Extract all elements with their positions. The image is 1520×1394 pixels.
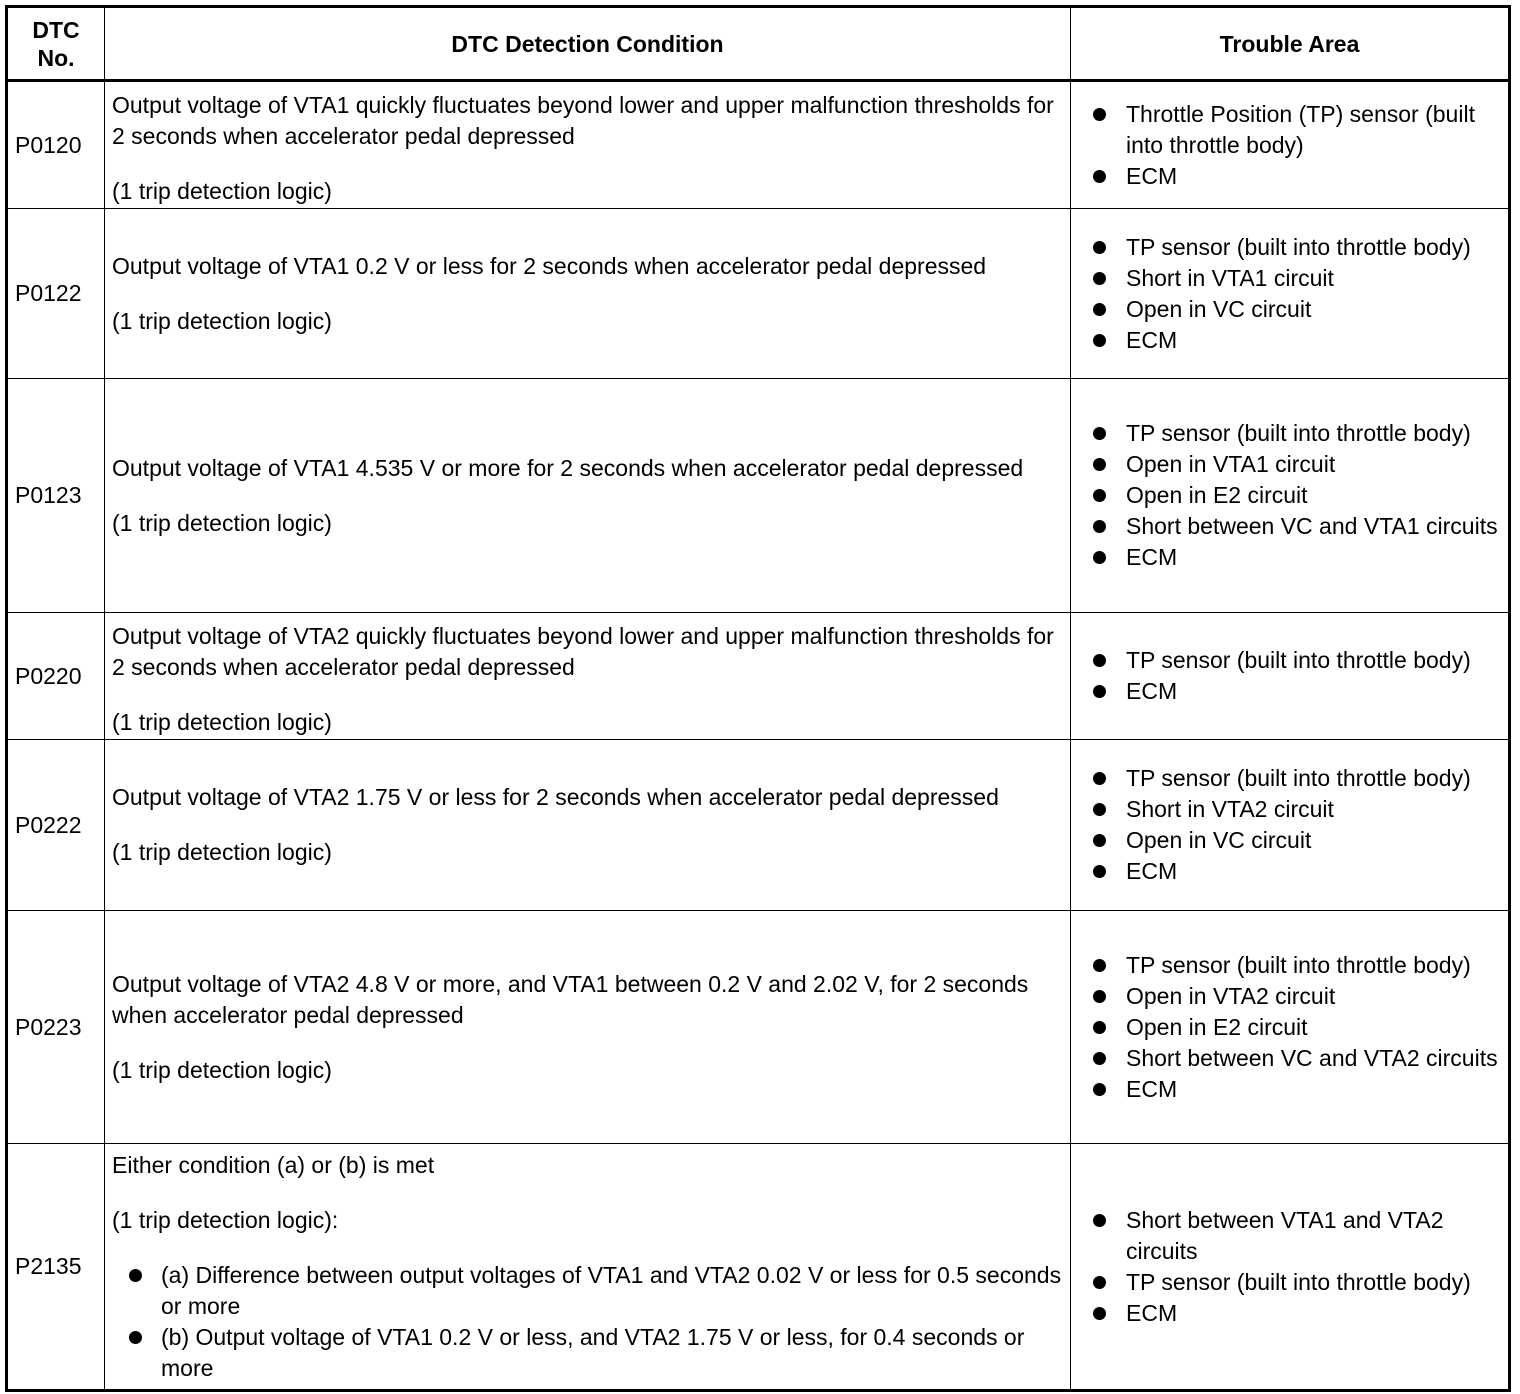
detection-logic-text: (1 trip detection logic) <box>112 709 332 735</box>
trouble-area-item: ECM <box>1093 856 1500 887</box>
detection-condition-cell <box>105 1144 1071 1391</box>
detection-condition-cell <box>105 911 1071 1144</box>
detection-logic-text: (1 trip detection logic) <box>112 307 332 334</box>
trouble-area-item: Open in E2 circuit <box>1093 1012 1500 1043</box>
detection-condition-text: Either condition (a) or (b) is met <box>112 1151 435 1178</box>
trouble-area-cell <box>1071 1144 1510 1391</box>
trouble-area-item: ECM <box>1093 1074 1500 1105</box>
trouble-area-item: TP sensor (built into throttle body) <box>1093 418 1500 449</box>
trouble-area-list <box>1093 763 1500 887</box>
trouble-area-list <box>1093 232 1500 356</box>
table-row <box>7 1144 1510 1391</box>
header-trouble-area: Trouble Area <box>1071 7 1510 81</box>
detection-condition-cell <box>105 613 1071 740</box>
detection-condition-cell <box>105 740 1071 911</box>
table-row <box>7 379 1510 613</box>
detection-logic-text: (1 trip detection logic) <box>112 178 332 204</box>
detection-logic-text: (1 trip detection logic) <box>112 1056 332 1083</box>
trouble-area-item: ECM <box>1093 325 1500 356</box>
header-detection-condition: DTC Detection Condition <box>105 7 1071 81</box>
trouble-area-item: TP sensor (built into throttle body) <box>1093 232 1500 263</box>
trouble-area-cell <box>1071 613 1510 740</box>
trouble-area-item: Short in VTA1 circuit <box>1093 263 1500 294</box>
trouble-area-item: Open in VTA1 circuit <box>1093 449 1500 480</box>
detection-condition-cell <box>105 209 1071 379</box>
header-dtc-no: DTC No. <box>7 7 105 81</box>
trouble-area-item: Open in E2 circuit <box>1093 480 1500 511</box>
table-header-row <box>7 7 1510 81</box>
dtc-code: P0120 <box>7 81 105 209</box>
table-row <box>7 911 1510 1144</box>
trouble-area-item: Open in VTA2 circuit <box>1093 981 1500 1012</box>
trouble-area-item: Open in VC circuit <box>1093 825 1500 856</box>
detection-condition-text: Output voltage of VTA1 4.535 V or more for 2 seconds when accelerator pedal depressed <box>112 454 1024 481</box>
detection-condition-text: Output voltage of VTA2 4.8 V or more, and VTA1 between 0.2 V and 2.02 V, for 2 seconds when accelerator pedal depressed <box>112 970 1029 1028</box>
trouble-area-list <box>1093 645 1500 707</box>
dtc-table <box>5 5 1511 1392</box>
dtc-code: P0123 <box>7 379 105 613</box>
trouble-area-item: Short in VTA2 circuit <box>1093 794 1500 825</box>
trouble-area-list <box>1093 950 1500 1105</box>
table-row <box>7 740 1510 911</box>
trouble-area-item: Throttle Position (TP) sensor (built into throttle body) <box>1093 99 1500 161</box>
dtc-code: P0122 <box>7 209 105 379</box>
trouble-area-cell <box>1071 740 1510 911</box>
dtc-code: P0222 <box>7 740 105 911</box>
detection-condition-text: Output voltage of VTA2 quickly fluctuates beyond lower and upper malfunction thresholds for 2 seconds when accelerator pedal depressed <box>112 623 1054 680</box>
detection-logic-text: (1 trip detection logic) <box>112 839 332 865</box>
detection-condition-cell <box>105 81 1071 209</box>
trouble-area-item: ECM <box>1093 542 1500 573</box>
detection-condition-cell <box>105 379 1071 613</box>
trouble-area-item: ECM <box>1093 1298 1500 1329</box>
table-row <box>7 613 1510 740</box>
trouble-area-list <box>1093 99 1500 192</box>
trouble-area-item: Short between VC and VTA1 circuits <box>1093 511 1500 542</box>
trouble-area-item: TP sensor (built into throttle body) <box>1093 645 1500 676</box>
trouble-area-list <box>1093 1205 1500 1329</box>
dtc-code: P0223 <box>7 911 105 1144</box>
detection-logic-text: (1 trip detection logic): <box>112 1206 339 1233</box>
sub-condition-item: (a) Difference between output voltages of VTA1 and VTA2 0.02 V or less for 0.5 seconds or more <box>112 1260 1064 1322</box>
trouble-area-item: Short between VC and VTA2 circuits <box>1093 1043 1500 1074</box>
sub-condition-item: (b) Output voltage of VTA1 0.2 V or less, and VTA2 1.75 V or less, for 0.4 seconds or more <box>112 1322 1064 1384</box>
table-row <box>7 81 1510 209</box>
trouble-area-item: ECM <box>1093 161 1500 192</box>
detection-condition-text: Output voltage of VTA1 0.2 V or less for 2 seconds when accelerator pedal depressed <box>112 252 987 279</box>
trouble-area-list <box>1093 418 1500 573</box>
trouble-area-cell <box>1071 379 1510 613</box>
trouble-area-item: Open in VC circuit <box>1093 294 1500 325</box>
trouble-area-item: TP sensor (built into throttle body) <box>1093 763 1500 794</box>
dtc-code: P2135 <box>7 1144 105 1391</box>
trouble-area-cell <box>1071 911 1510 1144</box>
dtc-code: P0220 <box>7 613 105 740</box>
table-row <box>7 209 1510 379</box>
trouble-area-item: TP sensor (built into throttle body) <box>1093 950 1500 981</box>
trouble-area-cell <box>1071 81 1510 209</box>
sub-condition-list <box>112 1260 1064 1384</box>
trouble-area-item: TP sensor (built into throttle body) <box>1093 1267 1500 1298</box>
detection-condition-text: Output voltage of VTA1 quickly fluctuates beyond lower and upper malfunction thresholds for 2 seconds when accelerator pedal depressed <box>112 92 1054 149</box>
detection-condition-text: Output voltage of VTA2 1.75 V or less for 2 seconds when accelerator pedal depressed <box>112 784 999 810</box>
trouble-area-cell <box>1071 209 1510 379</box>
detection-logic-text: (1 trip detection logic) <box>112 509 332 536</box>
trouble-area-item: Short between VTA1 and VTA2 circuits <box>1093 1205 1500 1267</box>
trouble-area-item: ECM <box>1093 676 1500 707</box>
